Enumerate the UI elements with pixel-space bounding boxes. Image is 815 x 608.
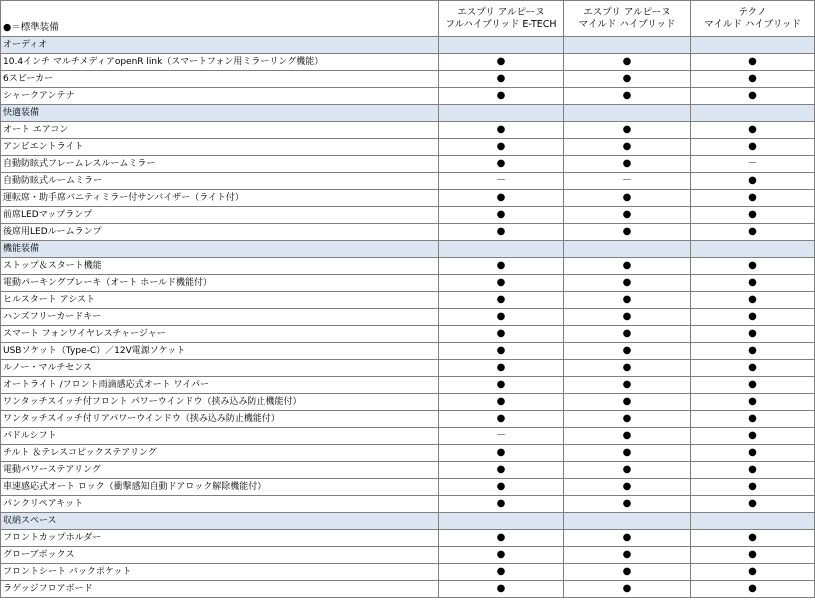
availability-mark: ●: [439, 309, 564, 326]
table-row: [1, 207, 815, 224]
table-row: [1, 54, 815, 71]
table-row: [1, 122, 815, 139]
availability-mark: ●: [691, 547, 815, 564]
section-label: オーディオ: [1, 37, 439, 54]
availability-mark: ●: [691, 122, 815, 139]
section-label: 収納スペース: [1, 513, 439, 530]
item-label: USBソケット（Type-C）／12V電源ソケット: [1, 343, 439, 360]
section-empty-cell: [691, 513, 815, 530]
availability-mark: ●: [439, 360, 564, 377]
availability-mark: ●: [439, 411, 564, 428]
availability-mark: ●: [439, 71, 564, 88]
availability-mark: ●: [691, 275, 815, 292]
availability-mark: －: [691, 156, 815, 173]
availability-mark: ●: [564, 122, 691, 139]
table-row: [1, 479, 815, 496]
availability-mark: ●: [691, 394, 815, 411]
item-label: 10.4インチ マルチメディアopenR link（スマートフォン用ミラーリング機能）: [1, 54, 439, 71]
availability-mark: ●: [564, 54, 691, 71]
availability-mark: ●: [439, 292, 564, 309]
availability-mark: ●: [439, 326, 564, 343]
availability-mark: ●: [691, 411, 815, 428]
availability-mark: －: [439, 428, 564, 445]
availability-mark: ●: [439, 54, 564, 71]
item-label: 車速感応式オート ロック（衝撃感知自動ドアロック解除機能付）: [1, 479, 439, 496]
table-row: [1, 496, 815, 513]
availability-mark: ●: [564, 411, 691, 428]
availability-mark: ●: [691, 258, 815, 275]
availability-mark: ●: [691, 479, 815, 496]
availability-mark: ●: [564, 326, 691, 343]
availability-mark: ●: [439, 258, 564, 275]
table-row: [1, 292, 815, 309]
availability-mark: ●: [691, 88, 815, 105]
item-label: アンビエントライト: [1, 139, 439, 156]
section-header-row: [1, 105, 815, 122]
item-label: 自動防眩式ルームミラー: [1, 173, 439, 190]
section-empty-cell: [439, 513, 564, 530]
table-row: [1, 156, 815, 173]
item-label: 前席LEDマップランプ: [1, 207, 439, 224]
availability-mark: ●: [564, 428, 691, 445]
availability-mark: ●: [691, 54, 815, 71]
table-row: [1, 139, 815, 156]
section-label: 機能装備: [1, 241, 439, 258]
table-row: [1, 411, 815, 428]
table-row: [1, 343, 815, 360]
availability-mark: ●: [564, 71, 691, 88]
availability-mark: ●: [439, 496, 564, 513]
item-label: チルト ＆テレスコピックステアリング: [1, 445, 439, 462]
availability-mark: ●: [691, 530, 815, 547]
availability-mark: ●: [691, 360, 815, 377]
availability-mark: ●: [564, 445, 691, 462]
column-header-2-line1: エスプリ アルピーヌ: [583, 6, 671, 18]
table-body: [1, 1, 815, 598]
availability-mark: ●: [439, 462, 564, 479]
availability-mark: ●: [564, 530, 691, 547]
availability-mark: ●: [691, 581, 815, 598]
table-row: [1, 309, 815, 326]
section-label: 快適装備: [1, 105, 439, 122]
column-header-1-line1: エスプリ アルピーヌ: [457, 6, 545, 18]
section-empty-cell: [439, 105, 564, 122]
table-row: [1, 462, 815, 479]
availability-mark: ●: [439, 377, 564, 394]
section-empty-cell: [439, 241, 564, 258]
availability-mark: ●: [564, 564, 691, 581]
availability-mark: ●: [564, 190, 691, 207]
availability-mark: ●: [439, 479, 564, 496]
availability-mark: ●: [691, 496, 815, 513]
column-header-3: [691, 1, 815, 37]
item-label: オートライト /フロント雨滴感応式オート ワイパー: [1, 377, 439, 394]
table-row: [1, 394, 815, 411]
table-row: [1, 360, 815, 377]
section-header-row: [1, 241, 815, 258]
availability-mark: －: [439, 173, 564, 190]
availability-mark: ●: [439, 190, 564, 207]
availability-mark: ●: [564, 275, 691, 292]
availability-mark: ●: [439, 530, 564, 547]
section-empty-cell: [564, 241, 691, 258]
availability-mark: ●: [439, 275, 564, 292]
item-label: 自動防眩式フレームレスルームミラー: [1, 156, 439, 173]
item-label: ヒルスタート アシスト: [1, 292, 439, 309]
availability-mark: ●: [439, 156, 564, 173]
availability-mark: －: [564, 173, 691, 190]
item-label: フロントカップホルダー: [1, 530, 439, 547]
availability-mark: ●: [564, 224, 691, 241]
availability-mark: ●: [439, 122, 564, 139]
table-row: [1, 190, 815, 207]
availability-mark: ●: [564, 139, 691, 156]
column-header-2: [564, 1, 691, 37]
availability-mark: ●: [564, 258, 691, 275]
column-header-3-line2: マイルド ハイブリッド: [704, 18, 801, 30]
availability-mark: ●: [564, 292, 691, 309]
availability-mark: ●: [564, 377, 691, 394]
availability-mark: ●: [564, 547, 691, 564]
item-label: パドルシフト: [1, 428, 439, 445]
item-label: 電動パーキングブレーキ（オート ホールド機能付）: [1, 275, 439, 292]
item-label: 6スピーカー: [1, 71, 439, 88]
availability-mark: ●: [439, 139, 564, 156]
availability-mark: ●: [439, 394, 564, 411]
availability-mark: ●: [564, 462, 691, 479]
availability-mark: ●: [691, 462, 815, 479]
table-row: [1, 173, 815, 190]
column-header-1-line2: フルハイブリッド E-TECH: [445, 18, 557, 30]
item-label: パンクリペアキット: [1, 496, 439, 513]
availability-mark: ●: [691, 71, 815, 88]
item-label: 電動パワーステアリング: [1, 462, 439, 479]
availability-mark: ●: [691, 564, 815, 581]
availability-mark: ●: [564, 343, 691, 360]
availability-mark: ●: [439, 88, 564, 105]
item-label: ワンタッチスイッチ付リアパワーウインドウ（挟み込み防止機能付）: [1, 411, 439, 428]
item-label: ワンタッチスイッチ付フロント パワーウインドウ（挟み込み防止機能付）: [1, 394, 439, 411]
table-row: [1, 564, 815, 581]
table-row: [1, 428, 815, 445]
availability-mark: ●: [439, 224, 564, 241]
availability-mark: ●: [439, 581, 564, 598]
availability-mark: ●: [439, 445, 564, 462]
item-label: ルノー・マルチセンス: [1, 360, 439, 377]
section-header-row: [1, 513, 815, 530]
table-row: [1, 224, 815, 241]
item-label: ラゲッジフロアボード: [1, 581, 439, 598]
item-label: シャークアンテナ: [1, 88, 439, 105]
item-label: フロントシート バックポケット: [1, 564, 439, 581]
section-empty-cell: [691, 37, 815, 54]
item-label: グローブボックス: [1, 547, 439, 564]
availability-mark: ●: [691, 445, 815, 462]
section-empty-cell: [564, 37, 691, 54]
header-row: [1, 1, 815, 37]
availability-mark: ●: [564, 496, 691, 513]
table-row: [1, 71, 815, 88]
section-empty-cell: [691, 241, 815, 258]
availability-mark: ●: [439, 343, 564, 360]
table-row: [1, 258, 815, 275]
section-header-row: [1, 37, 815, 54]
availability-mark: ●: [691, 292, 815, 309]
table-row: [1, 88, 815, 105]
item-label: ハンズフリーカードキー: [1, 309, 439, 326]
availability-mark: ●: [564, 309, 691, 326]
availability-mark: ●: [691, 207, 815, 224]
availability-mark: ●: [439, 547, 564, 564]
section-empty-cell: [564, 513, 691, 530]
section-empty-cell: [439, 37, 564, 54]
item-label: 後席用LEDルームランプ: [1, 224, 439, 241]
availability-mark: ●: [564, 360, 691, 377]
legend-text: ●＝標準装備: [3, 22, 59, 33]
table-row: [1, 326, 815, 343]
column-header-2-line2: マイルド ハイブリッド: [578, 18, 676, 30]
table-row: [1, 445, 815, 462]
table-row: [1, 275, 815, 292]
availability-mark: ●: [439, 207, 564, 224]
availability-mark: ●: [691, 343, 815, 360]
legend-cell: [1, 1, 439, 37]
column-header-1: [439, 1, 564, 37]
availability-mark: ●: [691, 139, 815, 156]
section-empty-cell: [564, 105, 691, 122]
availability-mark: ●: [691, 190, 815, 207]
availability-mark: ●: [564, 207, 691, 224]
table-row: [1, 530, 815, 547]
availability-mark: ●: [691, 173, 815, 190]
table-row: [1, 547, 815, 564]
availability-mark: ●: [691, 309, 815, 326]
availability-mark: ●: [564, 156, 691, 173]
availability-mark: ●: [691, 428, 815, 445]
availability-mark: ●: [564, 394, 691, 411]
table-row: [1, 581, 815, 598]
item-label: スマート フォンワイヤレスチャージャー: [1, 326, 439, 343]
availability-mark: ●: [564, 581, 691, 598]
section-empty-cell: [691, 105, 815, 122]
availability-mark: ●: [564, 88, 691, 105]
availability-mark: ●: [691, 326, 815, 343]
availability-mark: ●: [691, 224, 815, 241]
item-label: 運転席・助手席バニティミラー付サンバイザー（ライト付）: [1, 190, 439, 207]
availability-mark: ●: [564, 479, 691, 496]
availability-mark: ●: [691, 377, 815, 394]
table-row: [1, 377, 815, 394]
item-label: ストップ＆スタート機能: [1, 258, 439, 275]
column-header-3-line1: テクノ: [738, 6, 767, 18]
availability-mark: ●: [439, 564, 564, 581]
item-label: オート エアコン: [1, 122, 439, 139]
